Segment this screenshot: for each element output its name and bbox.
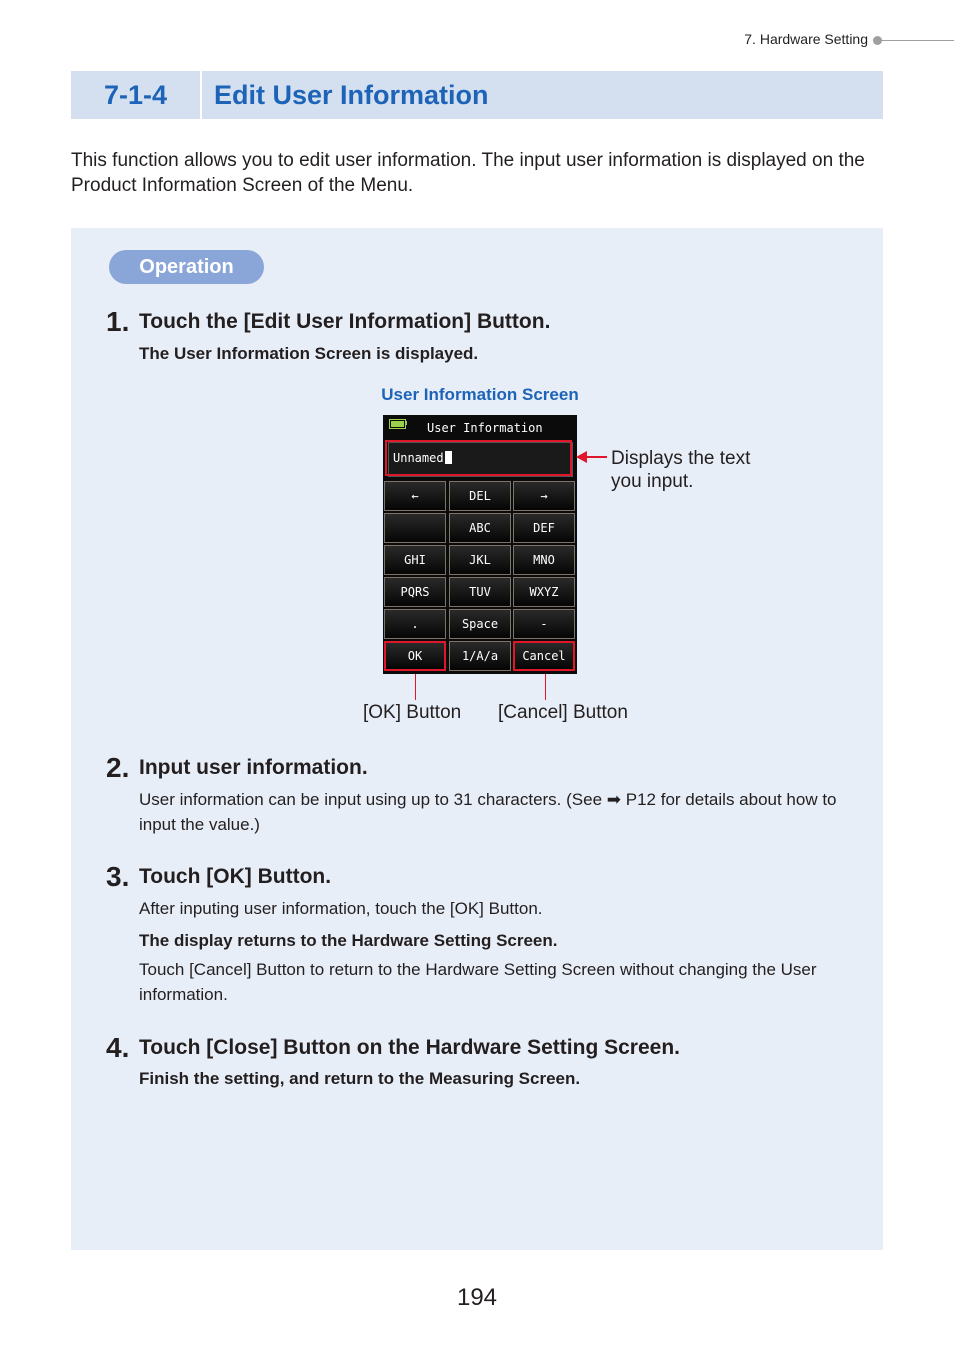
step-2-text-b: P12 for details about how to input the value.) [139,790,837,834]
operation-panel [71,228,883,1250]
step-4-note: Finish the setting, and return to the Measuring Screen. [139,1069,581,1088]
step-4-title: Touch [Close] Button on the Hardware Setting Screen. [139,1036,680,1059]
key-jkl: JKL [449,545,511,575]
key-period: . [384,609,446,639]
step-2-text [139,787,839,837]
see-arrow-icon: ➡ [606,790,622,809]
key-del: DEL [449,481,511,511]
key-abc: ABC [449,513,511,543]
key-hyphen: - [513,609,575,639]
key-ghi: GHI [384,545,446,575]
operation-label: Operation [109,250,264,284]
step-2-text-a: User information can be input using up to 31 characters. (See [139,790,603,809]
step-3-number: 3. [106,861,130,892]
key-right-arrow: → [513,481,575,511]
user-information-screen [383,415,577,674]
key-space: Space [449,609,511,639]
key-wxyz: WXYZ [513,577,575,607]
key-mno: MNO [513,545,575,575]
key-tuv: TUV [449,577,511,607]
input-value: Unnamed [393,451,444,465]
callout-leader [586,456,607,458]
input-highlight-frame [385,440,572,476]
step-3-text-2: Touch [Cancel] Button to return to the Hardware Setting Screen without changing the User information. [139,960,817,1004]
section-number: 7-1-4 [103,80,168,110]
section-title-bar [71,71,883,119]
key-pqrs: PQRS [384,577,446,607]
step-3-title: Touch [OK] Button. [139,865,332,888]
step-3-text: After inputing user information, touch the [OK] Button. [139,899,543,918]
key-cancel: Cancel [513,641,575,671]
step-2-title: Input user information. [139,756,368,779]
page-number: 194 [456,1284,498,1311]
ok-leader-line [415,674,416,700]
key-blank [384,513,446,543]
step-1-number: 1. [106,306,130,337]
key-case-toggle: 1/A/a [449,641,511,671]
step-3-note: The display returns to the Hardware Setting Screen. [139,931,558,950]
running-head-rule [880,40,954,41]
step-1-title: Touch the [Edit User Information] Button. [139,310,551,333]
battery-icon [389,419,406,429]
title-divider [200,71,202,119]
callout-input-text: Displays the text you input. [611,448,751,492]
figure-caption: User Information Screen [381,385,579,404]
intro-paragraph: This function allows you to edit user information. The input user information is displayed on the Product Information Screen of the Menu. [71,150,865,196]
step-1-note: The User Information Screen is displayed. [139,344,479,363]
cancel-leader-line [545,674,546,700]
key-left-arrow: ← [384,481,446,511]
key-ok: OK [384,641,446,671]
key-def: DEF [513,513,575,543]
screen-title: User Information [427,421,543,435]
cancel-button-label: [Cancel] Button [498,702,628,723]
ok-button-label: [OK] Button [363,702,462,723]
battery-tip [405,421,407,425]
running-head: 7. Hardware Setting [744,31,868,47]
step-4-number: 4. [106,1032,130,1063]
step-2-number: 2. [106,752,130,783]
section-title: Edit User Information [214,80,489,110]
